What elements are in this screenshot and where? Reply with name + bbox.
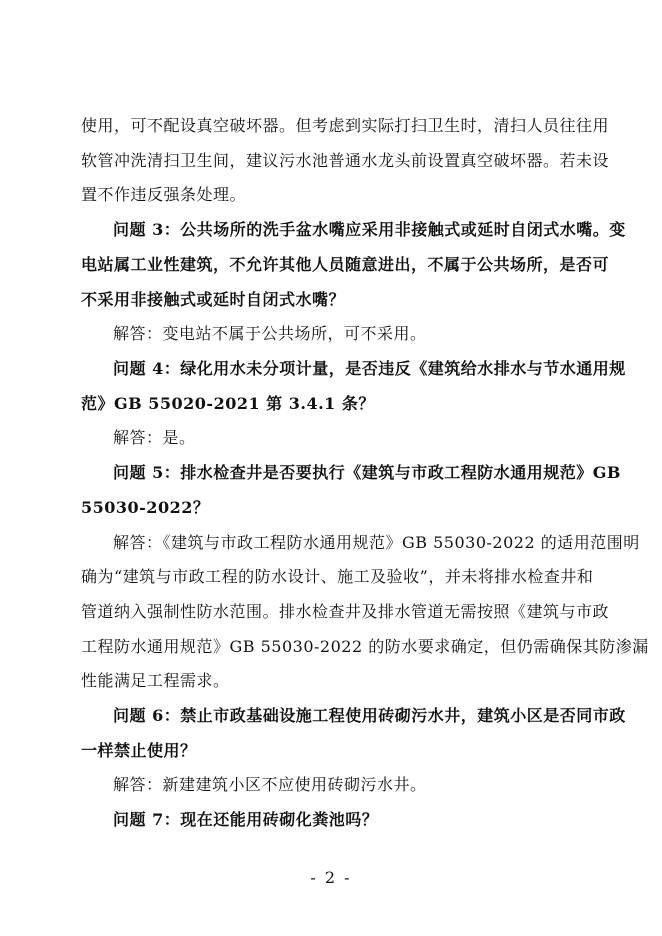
- answer-5-line: 解答：《建筑与市政工程防水通用规范》GB 55030-2022 的适用范围明: [113, 533, 640, 552]
- answer-5-line: 管道纳入强制性防水范围。排水检查井及排水管道无需按照《建筑与市政: [81, 602, 610, 621]
- question-5-line: 55030-2022？: [81, 498, 210, 517]
- paragraph-line: 软管冲洗清扫卫生间，建议污水池普通水龙头前设置真空破坏器。若未设: [81, 151, 610, 170]
- answer-5-line: 性能满足工程需求。: [81, 671, 230, 690]
- question-4-line: 范》GB 55020-2021 第 3.4.1 条？: [81, 394, 375, 413]
- question-3-line: 不采用非接触式或延时自闭式水嘴？: [81, 290, 346, 309]
- question-6-line: 一样禁止使用？: [81, 741, 197, 760]
- question-7: 问题 7：现在还能用砖砌化粪池吗？: [113, 810, 379, 829]
- answer-5-line: 工程防水通用规范》GB 55030-2022 的防水要求确定，但仍需确保其防渗漏: [81, 637, 649, 656]
- question-3-line: 问题 3：公共场所的洗手盆水嘴应采用非接触式或延时自闭式水嘴。变: [113, 220, 626, 239]
- question-4-line: 问题 4：绿化用水未分项计量，是否违反《建筑给水排水与节水通用规: [113, 359, 626, 378]
- page-number: - 2 -: [310, 868, 352, 887]
- answer-4: 解答：是。: [113, 428, 196, 447]
- paragraph-line: 使用，可不配设真空破坏器。但考虑到实际打扫卫生时，清扫人员往往用: [81, 116, 610, 135]
- answer-6: 解答：新建建筑小区不应使用砖砌污水井。: [113, 775, 427, 794]
- answer-3: 解答：变电站不属于公共场所，可不采用。: [113, 324, 427, 343]
- paragraph-line: 置不作违反强条处理。: [81, 185, 247, 204]
- question-3-line: 电站属工业性建筑，不允许其他人员随意进出，不属于公共场所，是否可: [81, 255, 610, 274]
- question-6-line: 问题 6：禁止市政基础设施工程使用砖砌污水井，建筑小区是否同市政: [113, 706, 626, 725]
- question-5-line: 问题 5：排水检查井是否要执行《建筑与市政工程防水通用规范》GB: [113, 463, 621, 482]
- answer-5-line: 确为“建筑与市政工程的防水设计、施工及验收”，并未将排水检查井和: [81, 567, 594, 586]
